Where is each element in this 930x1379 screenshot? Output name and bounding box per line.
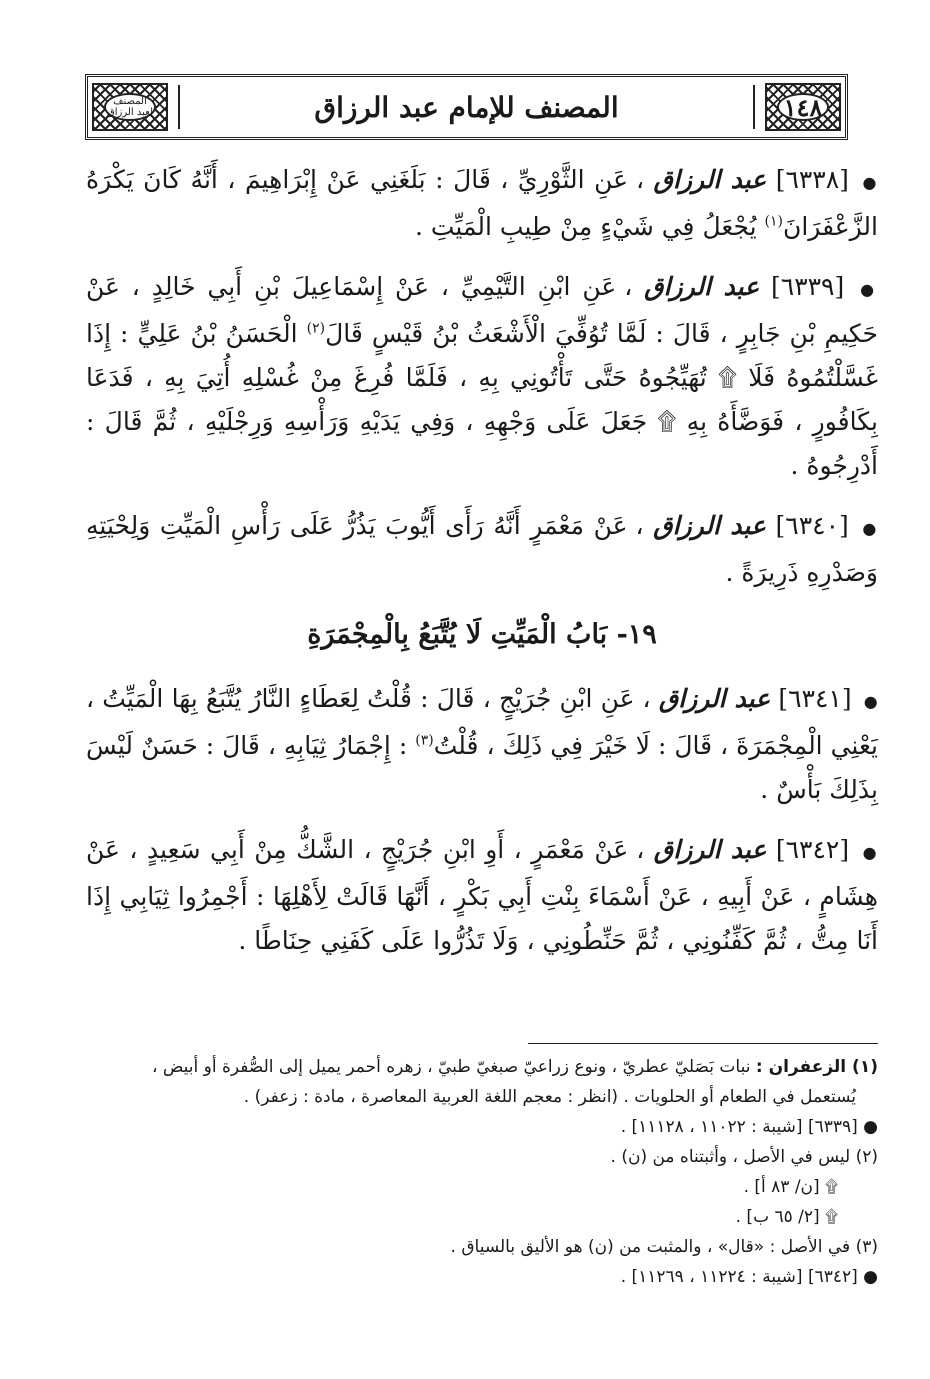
bullet-dot-icon: ● xyxy=(863,692,878,711)
hadith-entry-6338 xyxy=(86,158,878,249)
footnote-divider xyxy=(528,1043,878,1044)
footnote-1-text: نبات بَصَليّ عطريّ ، ونوع زراعيّ صبغيّ طبيّ ، زهره أحمر يميل إلى الصُّفرة أو أبيض ، xyxy=(151,1057,751,1077)
seal-frame xyxy=(104,93,156,121)
narrator-name: عبد الرزاق xyxy=(653,835,767,864)
seal-ornament xyxy=(92,83,168,131)
hadith-text-cont: الْحَسَنُ بْنُ عَلِيٍّ : إِذَا غَسَّلْتُمُوهُ فَلَا ۩ تُهَيِّجُوهُ حَتَّى تَأْتُونِي بِهِ ، فَلَمَّا فُرِغَ مِنْ غُسْلِهِ أُتِيَ بِهِ ، فَدَعَا بِكَافُورٍ ، فَوَضَّأَهُ بِهِ ۩ جَعَلَ عَلَى وَجْهِهِ ، وَفِي يَدَيْهِ وَرَأْسِهِ وَرِجْلَيْهِ ، ثُمَّ قَالَ : أَدْرِجُوهُ . xyxy=(86,319,878,480)
hadith-number: [٦٣٤١] xyxy=(778,684,852,713)
page-number: ١٤٨ xyxy=(783,92,823,122)
hadith-entry-6339 xyxy=(86,265,878,488)
hadith-entry-6341 xyxy=(86,677,878,812)
bullet-dot-icon: ● xyxy=(862,843,879,862)
hadith-number: [٦٣٣٨] xyxy=(775,165,849,194)
folio-marker-1: ۩ [ن/ ٨٣ أ] . xyxy=(743,1177,838,1197)
page-header xyxy=(85,74,848,140)
page-number-frame xyxy=(777,93,829,121)
hadith-entry-6340 xyxy=(86,504,878,595)
hadith-number: [٦٣٣٩] xyxy=(771,272,845,301)
narrator-name: عبد الرزاق xyxy=(653,165,767,194)
cross-ref-6339: ● [٦٣٣٩] [شيبة : ١١٠٢٢ ، ١١١٢٨] . xyxy=(620,1117,878,1137)
running-title: المصنف للإمام عبد الرزاق xyxy=(178,85,755,129)
hadith-number: [٦٣٤٢] xyxy=(775,835,850,864)
narrator-name: عبد الرزاق xyxy=(658,684,771,713)
main-text xyxy=(86,158,878,979)
footnote-2: (٢) ليس في الأصل ، وأثبتناه من (ن) . xyxy=(610,1147,878,1167)
bullet-dot-icon: ● xyxy=(862,519,879,538)
footnote-ref[interactable]: (١) xyxy=(764,213,783,230)
bullet-dot-icon: ● xyxy=(862,173,878,192)
narrator-name: عبد الرزاق xyxy=(644,272,760,301)
footnote-3: (٣) في الأصل : «قال» ، والمثبت من (ن) هو الأليق بالسياق . xyxy=(450,1237,878,1257)
chapter-title: ١٩- بَابُ الْمَيِّتِ لَا يُتَّبَعُ بِالْمِجْمَرَةِ xyxy=(307,619,657,650)
hadith-entry-6342 xyxy=(86,828,878,963)
hadith-text: ، عَنِ ابْنِ التَّيْمِيِّ ، عَنْ إِسْمَاعِيلَ بْنِ أَبِي خَالِدٍ ، عَنْ حَكِيمِ بْنِ جَابِرٍ ، قَالَ : لَمَّا تُوُفِّيَ الْأَشْعَثُ بْنُ قَيْسٍ قَالَ xyxy=(86,272,878,348)
footnote-ref[interactable]: (٣) xyxy=(415,732,434,749)
bullet-dot-icon: ● xyxy=(860,280,878,299)
cross-ref-6342: ● [٦٣٤٢] [شيبة : ١١٢٢٤ ، ١١٢٦٩] . xyxy=(620,1267,878,1287)
page-number-ornament xyxy=(765,83,841,131)
hadith-text: ، عَنِ ابْنِ جُرَيْجٍ ، قَالَ : قُلْتُ لِعَطَاءٍ النَّارُ يُتَّبَعُ بِهَا الْمَيِّتُ ، يَعْنِي الْمِجْمَرَةَ ، قَالَ : لَا خَيْرَ فِي ذَلِكَ ، قُلْتُ xyxy=(86,684,878,760)
folio-marker-2: ۩ [٢/ ٦٥ ب] . xyxy=(735,1207,838,1227)
footnote-ref[interactable]: (٢) xyxy=(306,320,326,337)
hadith-number: [٦٣٤٠] xyxy=(775,511,849,540)
footnotes xyxy=(86,1052,878,1292)
seal-text: المصنف لعبد الرزاق xyxy=(106,96,154,118)
hadith-text-cont: : إِجْمَارُ ثِيَابِهِ ، قَالَ : حَسَنٌ لَيْسَ بِذَلِكَ بَأْسٌ . xyxy=(86,731,878,804)
hadith-text: ، عَنْ مَعْمَرٍ أَنَّهُ رَأَى أَيُّوبَ يَذُرُّ عَلَى رَأْسِ الْمَيِّتِ وَلِحْيَتِهِ وَصَدْرِهِ ذَرِيرَةً . xyxy=(86,511,878,587)
footnote-1 xyxy=(86,1052,878,1082)
hadith-text: ، عَنِ الثَّوْرِيِّ ، قَالَ : بَلَغَنِي عَنْ إِبْرَاهِيمَ ، أَنَّهُ كَانَ يَكْرَهُ الزَّعْفَرَانَ xyxy=(86,165,878,241)
hadith-text-cont: يُجْعَلُ فِي شَيْءٍ مِنْ طِيبِ الْمَيِّتِ . xyxy=(414,212,757,241)
narrator-name: عبد الرزاق xyxy=(653,511,766,540)
footnote-1-continued: يُستعمل في الطعام أو الحلويات . (انظر : معجم اللغة العربية المعاصرة ، مادة : زعفر) . xyxy=(243,1087,856,1107)
footnote-1-label: (١) الزعفران : xyxy=(755,1057,878,1077)
hadith-text: ، عَنْ مَعْمَرٍ ، أَوِ ابْنِ جُرَيْجٍ ، الشَّكُّ مِنْ أَبِي سَعِيدٍ ، عَنْ هِشَامٍ ، عَنْ أَبِيهِ ، عَنْ أَسْمَاءَ بِنْتِ أَبِي بَكْرٍ ، أَنَّهَا قَالَتْ لِأَهْلِهَا : أَجْمِرُوا ثِيَابِي إِذَا أَنَا مِتُّ ، ثُمَّ كَفِّنُونِي ، ثُمَّ حَنِّطُونِي ، وَلَا تَذُرُّوا عَلَى كَفَنِي حِنَاطًا . xyxy=(86,835,878,955)
